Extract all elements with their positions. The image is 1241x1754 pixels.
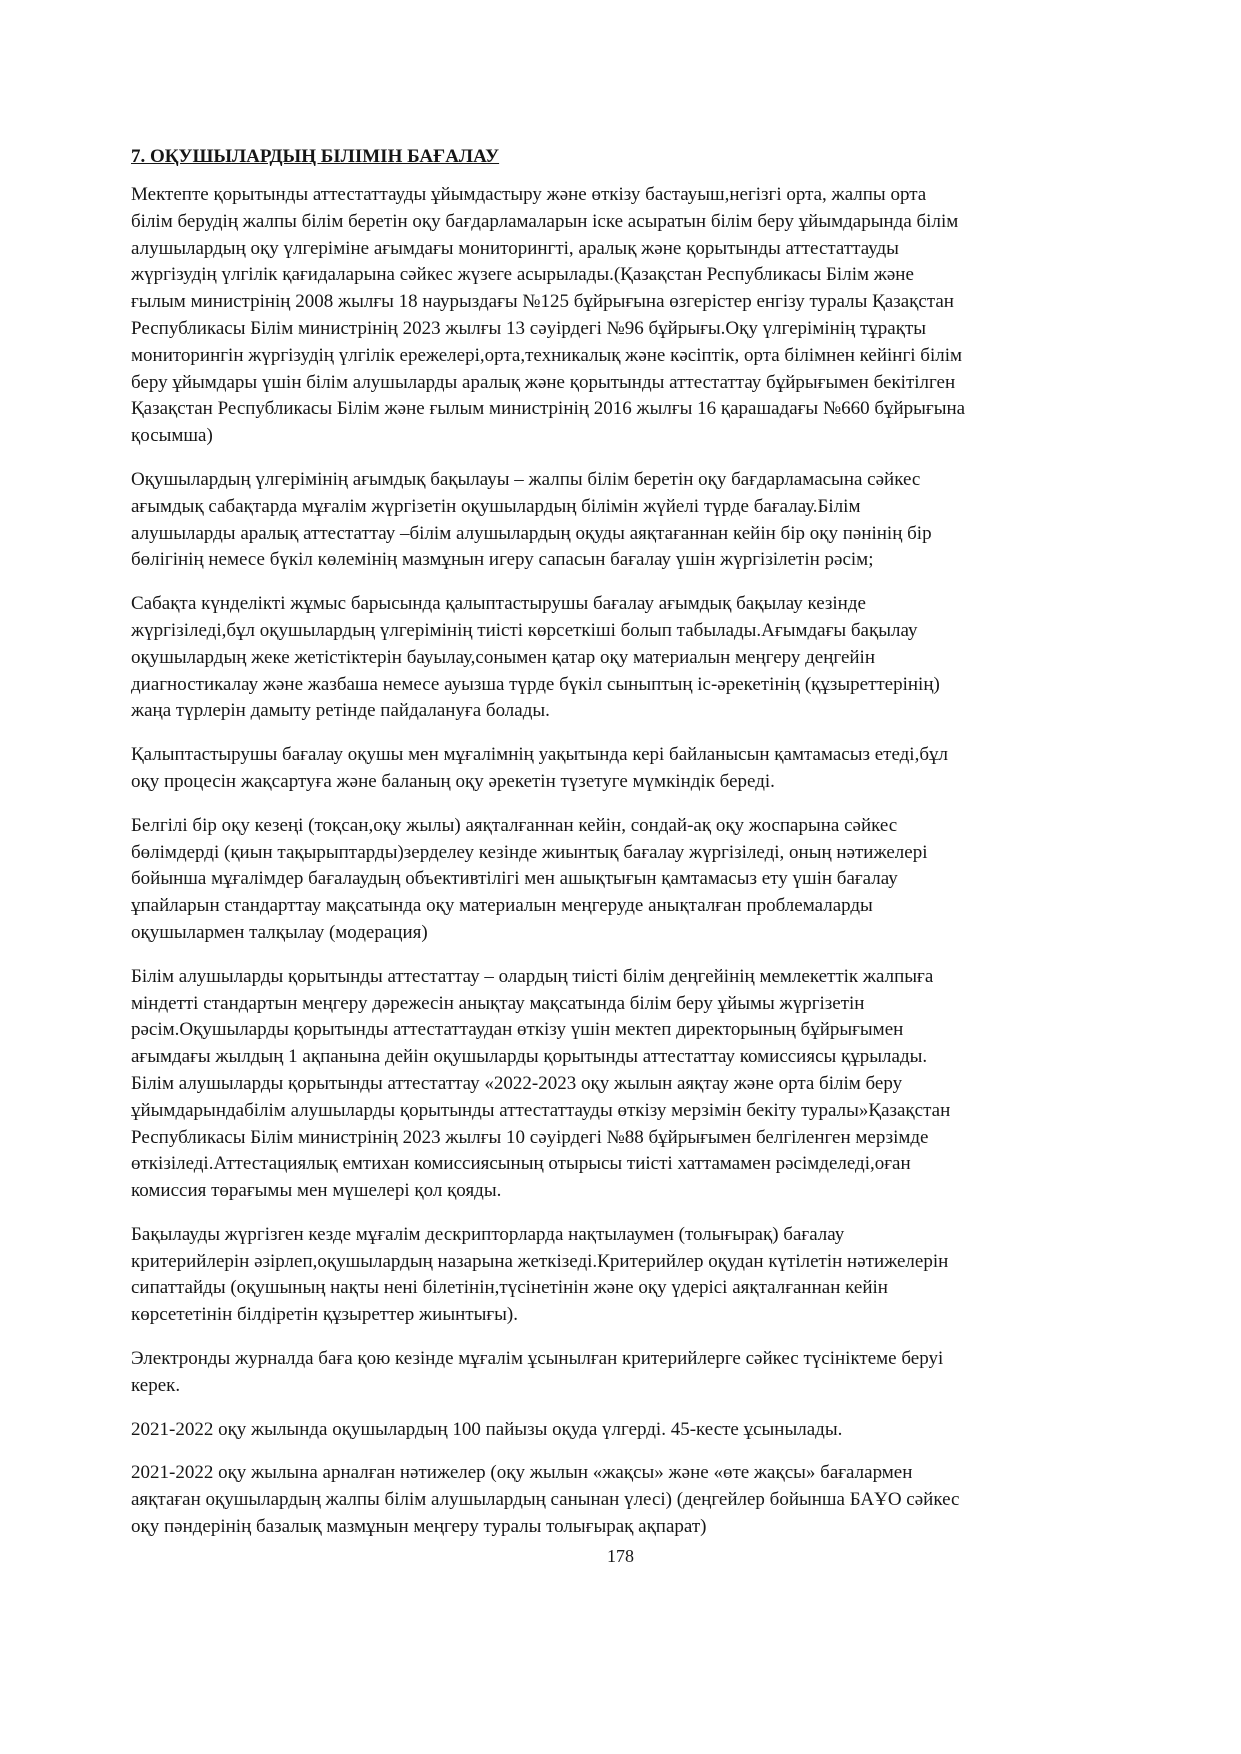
paragraph <box>131 1222 1121 1329</box>
paragraph <box>131 813 1121 947</box>
text-line: сипаттайды (оқушының нақты нені білетінін,түсінетінін және оқу үдерісі аяқталғаннан кейін <box>131 1277 888 1299</box>
text-line: Республикасы Білім министрінің 2023 жылғы 10 сәуірдегі №88 бұйрығымен белгіленген мерзімде <box>131 1126 929 1148</box>
text-line: қосымша) <box>131 425 213 447</box>
text-line: Электронды журналда баға қою кезінде мұғалім ұсынылған критерийлерге сәйкес түсініктеме беруі <box>131 1348 944 1370</box>
text-line: өткізіледі.Аттестациялық емтихан комиссиясының отырысы тиісті хаттамамен рәсімделеді,оған <box>131 1153 911 1175</box>
text-line: критерийлерін әзірлеп,оқушылардың назарына жеткізеді.Критерийлер оқудан күтілетін нәтижелерін <box>131 1250 949 1272</box>
text-line: оқушылардың жеке жетістіктерін бауылау,сонымен қатар оқу материалын меңгеру деңгейін <box>131 646 875 668</box>
section-heading: 7. ОҚУШЫЛАРДЫҢ БІЛІМІН БАҒАЛАУ <box>131 146 500 167</box>
text-line: аяқтаған оқушылардың жалпы білім алушылардың санынан үлесі) (деңгейлер бойынша БАҰО сәйкес <box>131 1489 960 1511</box>
text-line: білім берудің жалпы білім беретін оқу бағдарламаларын іске асыратын білім беру ұйымдарында білім <box>131 210 959 232</box>
text-line: Республикасы Білім министрінің 2023 жылғы 13 сәуірдегі №96 бұйрығы.Оқу үлгерімінің тұрақты <box>131 317 927 339</box>
text-line: Белгілі бір оқу кезеңі (тоқсан,оқу жылы) аяқталғаннан кейін, сондай-ақ оқу жоспарына сәйкес <box>131 814 898 836</box>
text-line: мониторингін жүргізудің үлгілік ережелері,орта,техникалық және кәсіптік, орта білімнен кейінгі білім <box>131 344 963 366</box>
text-line: ағымдық сабақтарда мұғалім жүргізетін оқушылардың білімін жүйелі түрде бағалау.Білім <box>131 495 861 517</box>
text-line: ғылым министрінің 2008 жылғы 18 наурыздағы №125 бұйрығына өзгерістер енгізу туралы Қазақстан <box>131 291 954 313</box>
text-line: оқушылармен талқылау (модерация) <box>131 921 428 943</box>
text-line: Қалыптастырушы бағалау оқушы мен мұғалімнің уақытында кері байланысын қамтамасыз етеді,бұл <box>131 744 948 766</box>
text-line: ұпайларын стандарттау мақсатында оқу материалын меңгеруде анықталған проблемаларды <box>131 895 873 917</box>
text-line: Мектепте қорытынды аттестаттауды ұйымдастыру және өткізу бастауыш,негізгі орта, жалпы орта <box>131 184 927 205</box>
text-line: Сабақта күнделікті жұмыс барысында қалыптастырушы бағалау ағымдық бақылау кезінде <box>131 593 866 615</box>
text-line: оқу пәндерінің базалық мазмұнын меңгеру туралы толығырақ ақпарат) <box>131 1516 707 1538</box>
text-line: керек. <box>131 1374 181 1396</box>
paragraph <box>131 1460 1121 1540</box>
text-line: оқу процесін жақсартуға және баланың оқу әрекетін түзетуге мүмкіндік береді. <box>131 770 775 792</box>
text-line: жүргізіледі,бұл оқушылардың үлгерімінің тиісті көрсеткіші болып табылады.Ағымдағы бақылау <box>131 619 918 641</box>
page-number: 178 <box>607 1546 634 1566</box>
text-line: бөлігінің немесе бүкіл көлемінің мазмұнын игеру сапасын бағалау үшін жүргізілетін рәсім; <box>131 549 874 571</box>
text-line: Бақылауды жүргізген кезде мұғалім дескрипторларда нақтылаумен (толығырақ) бағалау <box>131 1223 845 1245</box>
paragraph <box>131 742 1121 796</box>
text-line: беру ұйымдары үшін білім алушыларды аралық және қорытынды аттестаттау бұйрығымен бекітілген <box>131 371 956 393</box>
text-line: бойынша мұғалімдер бағалаудың объективтілігі мен ашықтығын қамтамасыз ету үшін бағалау <box>131 868 898 890</box>
text-line: жүргізудің үлгілік қағидаларына сәйкес жүзеге асырылады.(Қазақстан Республикасы Білім және <box>131 264 914 286</box>
text-line: ағымдағы жылдың 1 ақпанына дейін оқушыларды қорытынды аттестаттау комиссиясы құрылады. <box>131 1046 928 1068</box>
paragraph <box>131 467 1121 574</box>
text-line: жаңа түрлерін дамыту ретінде пайдалануға болады. <box>131 700 550 722</box>
text-line: алушыларды аралық аттестаттау –білім алушылардың оқуды аяқтағаннан кейін бір оқу пәнінің бір <box>131 522 932 544</box>
text-line: көрсететінін білдіретін құзыреттер жиынтығы). <box>131 1304 518 1326</box>
text-line: ұйымдарындабілім алушыларды қорытынды аттестаттауды өткізу мерзімін бекіту туралы»Қазақстан <box>131 1099 951 1121</box>
text-line: міндетті стандартын меңгеру дәрежесін анықтау мақсатында білім беру ұйымы жүргізетін <box>131 992 865 1014</box>
text-line: рәсім.Оқушыларды қорытынды аттестаттаудан өткізу үшін мектеп директорының бұйрығымен <box>131 1019 904 1041</box>
paragraph <box>131 1417 1121 1444</box>
text-line: бөлімдерді (қиын тақырыптарды)зерделеу кезінде жиынтық бағалау жүргізіледі, оның нәтижелері <box>131 841 928 863</box>
text-line: Қазақстан Республикасы Білім және ғылым министрінің 2016 жылғы 16 қарашадағы №660 бұйрығына <box>131 398 966 420</box>
text-line: Білім алушыларды қорытынды аттестаттау «2022-2023 оқу жылын аяқтау және орта білім беру <box>131 1072 903 1094</box>
text-line: Оқушылардың үлгерімінің ағымдық бақылауы – жалпы білім беретін оқу бағдарламасына сәйкес <box>131 468 921 490</box>
paragraph <box>131 1346 1121 1400</box>
text-line: диагностикалау және жазбаша немесе ауызша түрде бүкіл сыныптың іс-әрекетінің (құзыреттерінің) <box>131 673 940 695</box>
text-line: 2021-2022 оқу жылына арналған нәтижелер (оқу жылын «жақсы» және «өте жақсы» бағалармен <box>131 1462 913 1484</box>
text-line: 2021-2022 оқу жылында оқушылардың 100 пайызы оқуда үлгерді. 45-кесте ұсынылады. <box>131 1418 843 1440</box>
text-line: Білім алушыларды қорытынды аттестаттау – олардың тиісті білім деңгейінің мемлекеттік жалпыға <box>131 965 934 987</box>
paragraph <box>131 182 1121 450</box>
document-body <box>131 182 1121 1558</box>
text-line: алушылардың оқу үлгеріміне ағымдағы мониторингті, аралық және қорытынды аттестаттауды <box>131 237 899 259</box>
paragraph <box>131 964 1121 1205</box>
text-line: комиссия төрағымы мен мүшелері қол қояды. <box>131 1180 502 1202</box>
paragraph <box>131 591 1121 725</box>
